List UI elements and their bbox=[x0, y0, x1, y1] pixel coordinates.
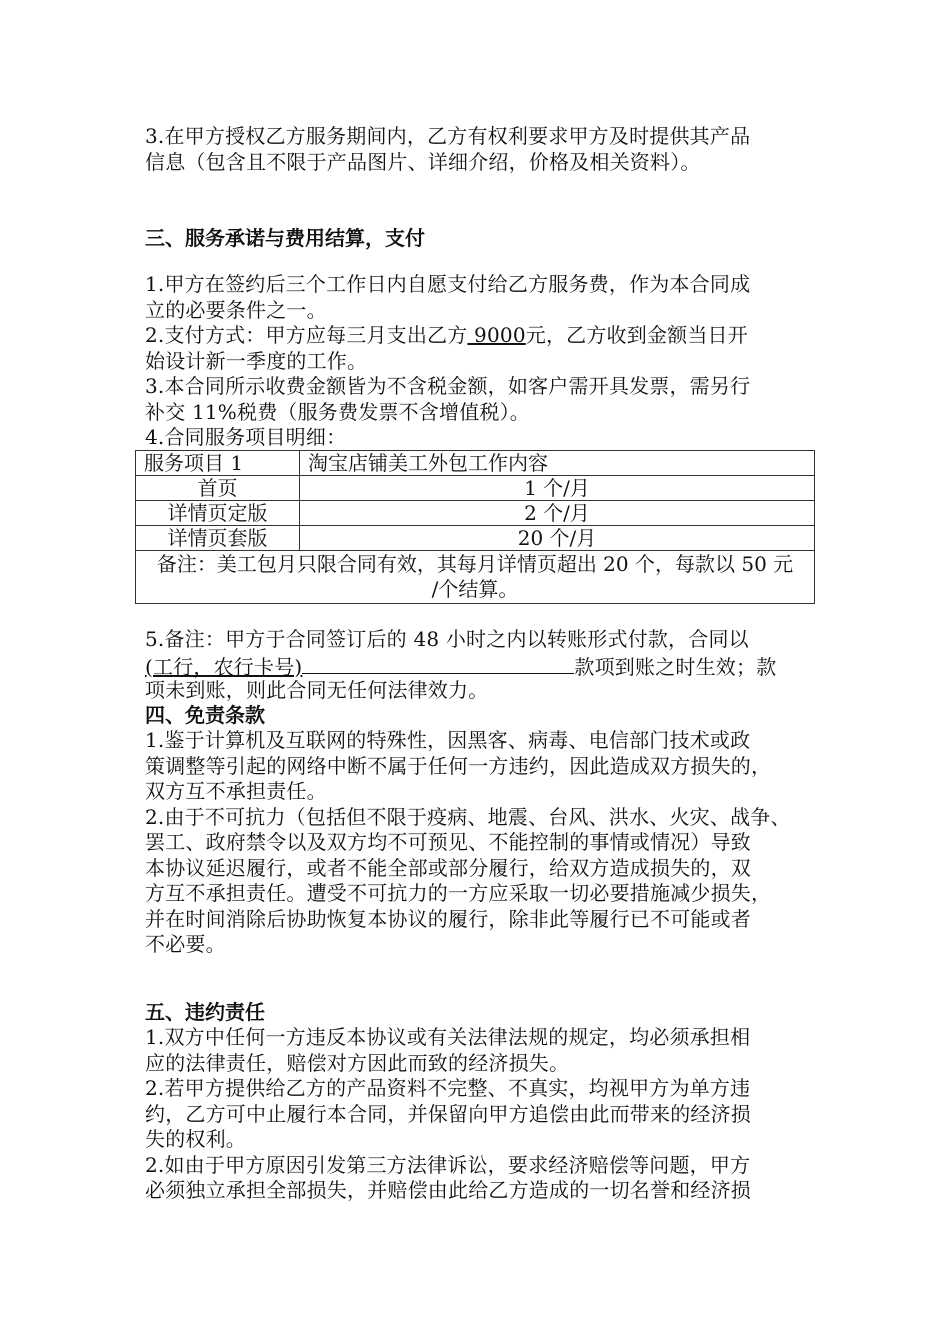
text-line: 4.合同服务项目明细： bbox=[145, 425, 347, 449]
section-3-heading: 三、服务承诺与费用结算，支付 bbox=[145, 226, 425, 250]
text-line: 补交 11%税费（服务费发票不含增值税）。 bbox=[145, 399, 531, 424]
text-fragment: 款项到账之时生效；款 bbox=[574, 654, 777, 679]
text-line: 始设计新一季度的工作。 bbox=[145, 348, 368, 373]
table-cell: 首页 bbox=[136, 476, 300, 501]
table-row bbox=[136, 551, 815, 604]
bank-account-label: (工行，农行卡号) bbox=[145, 654, 303, 679]
section-5-body bbox=[145, 1025, 825, 1204]
text-line: 必须独立承担全部损失，并赔偿由此给乙方造成的一切名誉和经济损 bbox=[145, 1178, 751, 1202]
text-line: 并在时间消除后协助恢复本协议的履行，除非此等履行已不可能或者 bbox=[145, 906, 751, 931]
table-cell: 服务项目 1 bbox=[136, 451, 300, 476]
text-line: 3.在甲方授权乙方服务期间内，乙方有权利要求甲方及时提供其产品 bbox=[145, 124, 751, 148]
text-line: 约，乙方可中止履行本合同，并保留向甲方追偿由此而带来的经济损 bbox=[145, 1101, 751, 1126]
text-line: 信息（包含且不限于产品图片、详细介绍，价格及相关资料）。 bbox=[145, 149, 701, 174]
section-5-heading: 五、违约责任 bbox=[145, 1000, 265, 1024]
text-line: 3.本合同所示收费金额皆为不含税金额，如客户需开具发票，需另行 bbox=[145, 374, 751, 398]
table-cell: 1 个/月 bbox=[300, 476, 815, 501]
blank-field bbox=[302, 653, 574, 674]
section-4-body bbox=[145, 728, 825, 958]
text-fragment: 元，乙方收到金额当日开 bbox=[525, 323, 748, 347]
bank-line bbox=[145, 653, 825, 679]
text-fragment: 2.支付方式：甲方应每三月支出乙方 bbox=[145, 323, 468, 347]
text-line: 1.双方中任何一方违反本协议或有关法律法规的规定，均必须承担相 bbox=[145, 1025, 751, 1049]
text-line: 项未到账，则此合同无任何法律效力。 bbox=[145, 678, 489, 702]
section-3-body bbox=[145, 272, 825, 451]
table-note bbox=[136, 551, 815, 604]
text-line: /个结算。 bbox=[431, 577, 519, 601]
text-line: 立的必要条件之一。 bbox=[145, 297, 327, 322]
text-line: 5.备注：甲方于合同签订后的 48 小时之内以转账形式付款，合同以 bbox=[145, 627, 749, 651]
text-line: 方互不承担责任。遭受不可抗力的一方应采取一切必要措施减少损失， bbox=[145, 881, 772, 905]
text-line: 不必要。 bbox=[145, 932, 226, 956]
text-line: 1.甲方在签约后三个工作日内自愿支付给乙方服务费，作为本合同成 bbox=[145, 272, 751, 296]
payment-amount: 9000 bbox=[467, 323, 526, 347]
text-line: 罢工、政府禁令以及双方均不可预见、不能控制的事情或情况）导致 bbox=[145, 830, 751, 854]
table-cell: 详情页套版 bbox=[136, 526, 300, 551]
text-line: 失的权利。 bbox=[145, 1127, 246, 1151]
payment-method-line bbox=[145, 323, 825, 349]
text-line: 策调整等引起的网络中断不属于任何一方违约，因此造成双方损失的， bbox=[145, 753, 772, 778]
table-row bbox=[136, 451, 815, 476]
clause-2-3 bbox=[145, 124, 825, 175]
table-cell: 淘宝店铺美工外包工作内容 bbox=[300, 451, 815, 476]
text-line: 2.若甲方提供给乙方的产品资料不完整、不真实，均视甲方为单方违 bbox=[145, 1076, 751, 1100]
section-4-heading: 四、免责条款 bbox=[145, 703, 265, 727]
service-items-table bbox=[135, 450, 815, 604]
text-line: 备注：美工包月只限合同有效，其每月详情页超出 20 个，每款以 50 元 bbox=[156, 552, 794, 576]
table-cell: 20 个/月 bbox=[300, 526, 815, 551]
text-line: 应的法律责任，赔偿对方因此而致的经济损失。 bbox=[145, 1050, 570, 1075]
table-row bbox=[136, 526, 815, 551]
text-line: 2.由于不可抗力（包括但不限于疫病、地震、台风、洪水、火灾、战争、 bbox=[145, 804, 791, 829]
table-cell: 2 个/月 bbox=[300, 501, 815, 526]
table-row bbox=[136, 476, 815, 501]
text-line: 双方互不承担责任。 bbox=[145, 779, 327, 803]
text-line: 2.如由于甲方原因引发第三方法律诉讼，要求经济赔偿等问题，甲方 bbox=[145, 1152, 751, 1177]
clause-3-5 bbox=[145, 627, 825, 704]
table-cell: 详情页定版 bbox=[136, 501, 300, 526]
table-row bbox=[136, 501, 815, 526]
text-line: 本协议延迟履行，或者不能全部或部分履行，给双方造成损失的，双 bbox=[145, 855, 751, 880]
text-line: 1.鉴于计算机及互联网的特殊性，因黑客、病毒、电信部门技术或政 bbox=[145, 728, 751, 752]
